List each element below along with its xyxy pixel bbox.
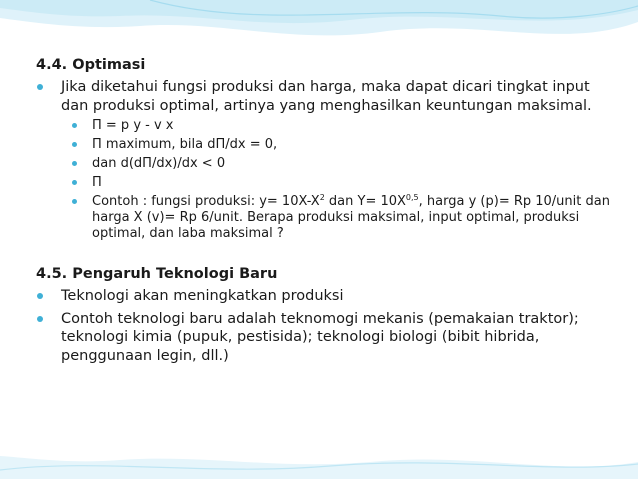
bullet-icon bbox=[72, 199, 77, 204]
slide-content bbox=[36, 56, 616, 365]
sub-list-item bbox=[65, 175, 616, 191]
bullet-icon bbox=[72, 123, 77, 128]
superscript-0-5: 0,5 bbox=[405, 193, 419, 202]
section-heading-teknologi: 4.5. Pengaruh Teknologi Baru bbox=[36, 266, 278, 282]
example-text-part1: Contoh : fungsi produksi: y= 10X-X bbox=[92, 194, 320, 209]
list-item-text: Jika diketahui fungsi produksi dan harga, maka dapat dicari tingkat input dan produksi optimal, artinya yang menghasilkan keuntungan maksimal. bbox=[61, 79, 592, 114]
sub-list-item-text: Π bbox=[92, 175, 102, 190]
sub-list-item-text: Π maximum, bila dΠ/dx = 0, bbox=[92, 137, 278, 152]
bullet-icon bbox=[37, 84, 43, 90]
sub-list-item-example bbox=[65, 194, 616, 242]
list-item-text: Contoh teknologi baru adalah teknomogi mekanis (pemakaian traktor); teknologi kimia (pupuk, pestisida); teknologi biologi (bibit hibrida, penggunaan legin, dll.) bbox=[61, 310, 579, 364]
sub-list-item-text: dan d(dΠ/dx)/dx < 0 bbox=[92, 156, 226, 171]
list-item bbox=[36, 78, 616, 242]
sub-list-item-text: Π = p y - v x bbox=[92, 118, 174, 133]
sub-list-item bbox=[65, 137, 616, 153]
bullet-icon bbox=[37, 316, 43, 322]
sub-bullet-list bbox=[65, 118, 616, 242]
sub-list-item bbox=[65, 156, 616, 172]
bullet-icon bbox=[72, 180, 77, 185]
list-item bbox=[36, 287, 616, 306]
list-item bbox=[36, 310, 616, 366]
bullet-icon bbox=[72, 142, 77, 147]
example-text-part3: , harga y (p)= Rp 10/unit dan harga X (v)= Rp 6/unit. Berapa produksi maksimal, input optimal, produksi optimal, dan laba maksimal ? bbox=[92, 194, 610, 241]
section-heading-optimasi: 4.4. Optimasi bbox=[36, 57, 146, 73]
bullet-list-teknologi bbox=[36, 287, 616, 365]
bullet-icon bbox=[72, 161, 77, 166]
list-item-text: Teknologi akan meningkatkan produksi bbox=[61, 288, 344, 304]
superscript-2: 2 bbox=[319, 193, 325, 202]
sub-list-item bbox=[65, 118, 616, 134]
example-text-part2: dan Y= 10X bbox=[324, 194, 406, 209]
bullet-icon bbox=[37, 293, 43, 299]
bullet-list-optimasi bbox=[36, 78, 616, 242]
